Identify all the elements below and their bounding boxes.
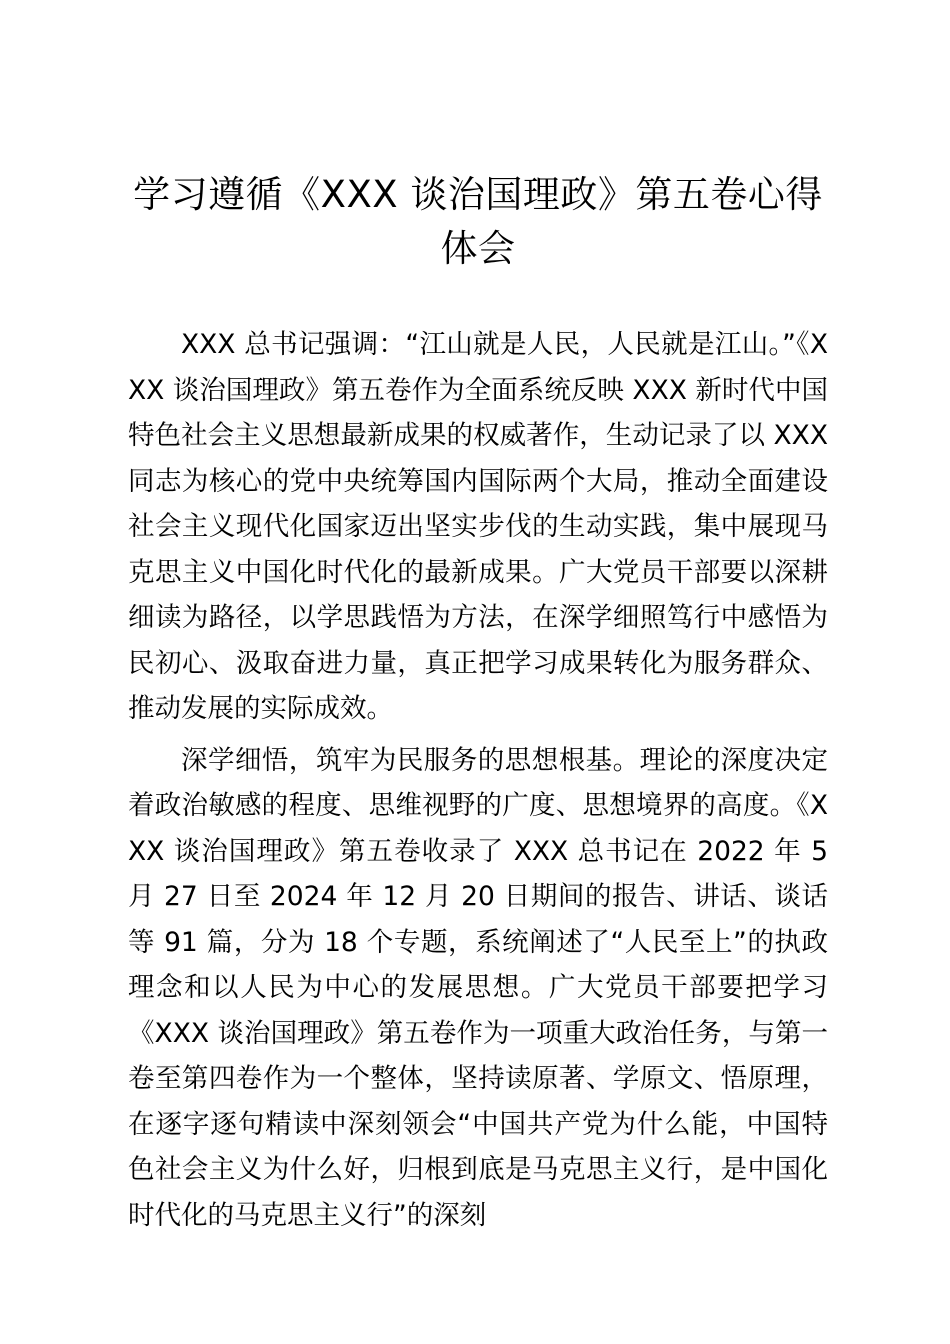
paragraph-deep-study: 深学细悟，筑牢为民服务的思想根基。理论的深度决定着政治敏感的程度、思维视野的广度、思想境界的高度。《XXX 谈治国理政》第五卷收录了 XXX 总书记在 2022 年 5 月 27 日至 2024 年 12 月 20 日期间的报告、讲话、谈话等 91 篇，分为 18 个专题，系统阐述了“人民至上”的执政理念和以人民为中心的发展思想。广大党员干部要把学习《XXX 谈治国理政》第五卷作为一项重大政治任务，与第一卷至第四卷作为一个整体，坚持读原著、学原文、悟原理，在逐字逐句精读中深刻领会“中国共产党为什么能，中国特色社会主义为什么好，归根到底是马克思主义行，是中国化时代化的马克思主义行”的深刻 xyxy=(128,744,828,1231)
document-title: 学习遵循《XXX 谈治国理政》第五卷心得体会 xyxy=(133,173,823,270)
document-body xyxy=(128,322,828,1244)
paragraph-intro: XXX 总书记强调：“江山就是人民，人民就是江山。”《XXX 谈治国理政》第五卷作为全面系统反映 XXX 新时代中国特色社会主义思想最新成果的权威著作，生动记录了以 XXX 同志为核心的党中央统筹国内国际两个大局，推动全面建设社会主义现代化国家迈出坚实步伐的生动实践，集中展现马克思主义中国化时代化的最新成果。广大党员干部要以深耕细读为路径，以学思践悟为方法，在深学细照笃行中感悟为民初心、汲取奋进力量，真正把学习成果转化为服务群众、推动发展的实际成效。 xyxy=(128,329,828,724)
